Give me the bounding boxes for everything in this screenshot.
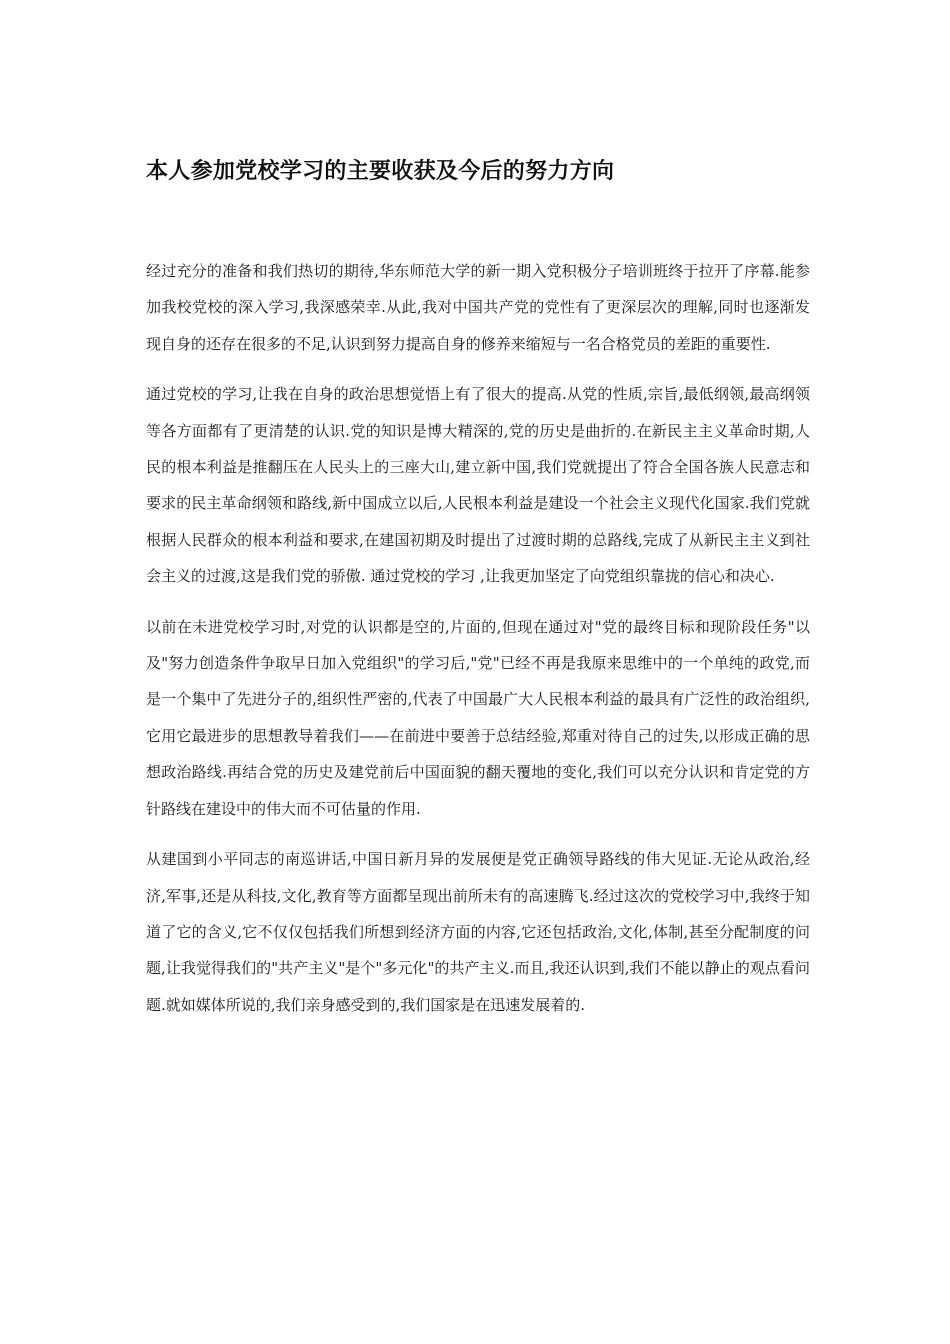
document-body: [146, 253, 810, 1023]
body-paragraph-1: 经过充分的准备和我们热切的期待,华东师范大学的新一期入党积极分子培训班终于拉开了序幕.能参加我校党校的深入学习,我深感荣幸.从此,我对中国共产党的党性有了更深层次的理解,同时也逐渐发现自身的还存在很多的不足,认识到努力提高自身的修养来缩短与一名合格党员的差距的重要性.: [146, 262, 810, 353]
body-paragraph-3: 以前在未进党校学习时,对党的认识都是空的,片面的,但现在通过对"党的最终目标和现阶段任务"以及"努力创造条件争取早日加入党组织"的学习后,"党"已经不再是我原来思维中的一个单纯的政党,而是一个集中了先进分子的,组织性严密的,代表了中国最广大人民根本利益的最具有广泛性的政治组织,它用它最进步的思想教导着我们——在前进中要善于总结经验,郑重对待自己的过失,以形成正确的思想政治路线.再结合党的历史及建党前后中国面貌的翻天覆地的变化,我们可以充分认识和肯定党的方针路线在建设中的伟大而不可估量的作用.: [146, 617, 810, 818]
document-title: 本人参加党校学习的主要收获及今后的努力方向: [146, 159, 615, 184]
body-paragraph-4: 从建国到小平同志的南巡讲话,中国日新月异的发展便是党正确领导路线的伟大见证.无论从政治,经济,军事,还是从科技,文化,教育等方面都呈现出前所未有的高速腾飞.经过这次的党校学习中,我终于知道了它的含义,它不仅仅包括我们所想到经济方面的内容,它还包括政治,文化,体制,甚至分配制度的问题,让我觉得我们的"共产主义"是个"多元化"的共产主义.而且,我还认识到,我们不能以静止的观点看问题.就如媒体所说的,我们亲身感受到的,我们国家是在迅速发展着的.: [146, 850, 810, 1014]
body-paragraph-2: 通过党校的学习,让我在自身的政治思想觉悟上有了很大的提高.从党的性质,宗旨,最低纲领,最高纲领等各方面都有了更清楚的认识.党的知识是博大精深的,党的历史是曲折的.在新民主主义革命时期,人民的根本利益是推翻压在人民头上的三座大山,建立新中国,我们党就提出了符合全国各族人民意志和要求的民主革命纲领和路线,新中国成立以后,人民根本利益是建设一个社会主义现代化国家.我们党就根据人民群众的根本利益和要求,在建国初期及时提出了过渡时期的总路线,完成了从新民主主义到社会主义的过渡,这是我们党的骄傲. 通过党校的学习 ,让我更加坚定了向党组织靠拢的信心和决心.: [146, 385, 810, 586]
